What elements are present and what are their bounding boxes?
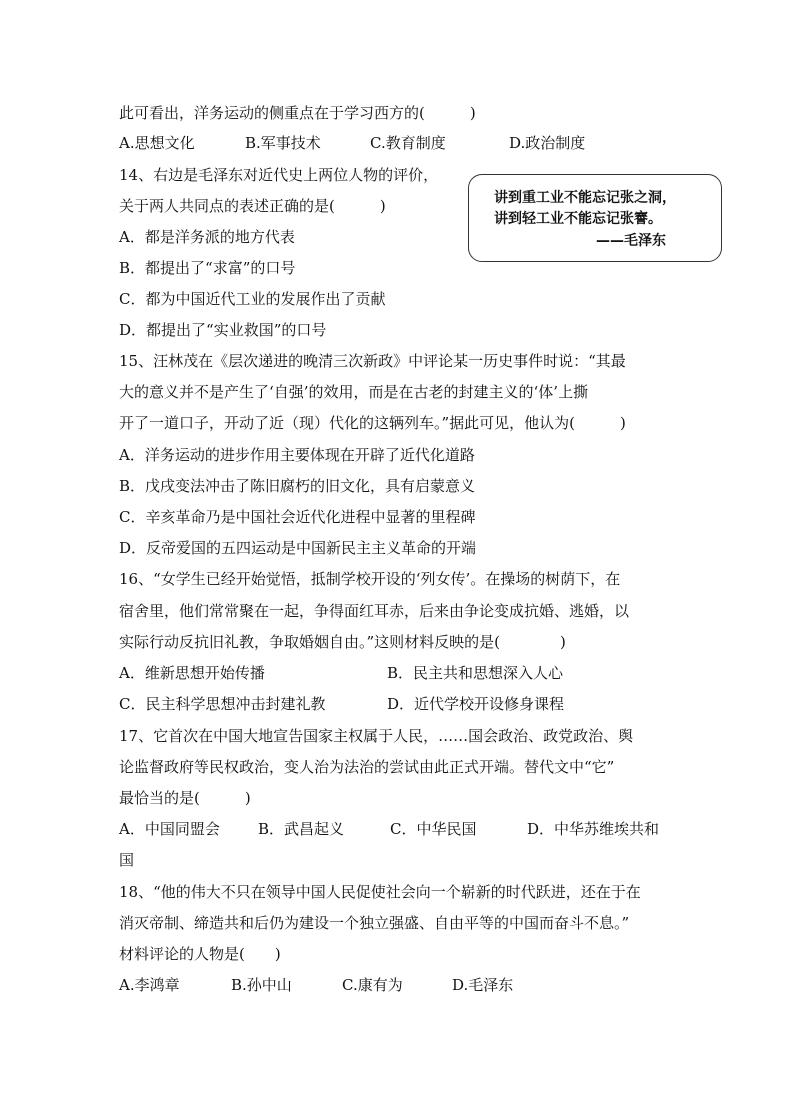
quote-author: ——毛泽东: [596, 233, 666, 249]
q18-stem-line-3: 材料评论的人物是( ): [119, 945, 281, 963]
q16-option-a: A．维新思想开始传播: [119, 664, 265, 682]
q17-stem-line-1: 17、它首次在中国大地宣告国家主权属于人民，……国会政治、政党政治、舆: [119, 727, 634, 745]
q15-option-b: B．戊戌变法冲击了陈旧腐朽的旧文化，具有启蒙意义: [119, 477, 476, 495]
q14-option-d: D．都提出了“实业救国”的口号: [119, 321, 327, 339]
q14-stem-line-2: 关于两人共同点的表述正确的是( ): [119, 197, 386, 215]
quote-line-2: 讲到轻工业不能忘记张謇。: [494, 211, 662, 227]
q18-option-d: D.毛泽东: [452, 976, 514, 994]
q17-stem-line-3: 最恰当的是( ): [119, 789, 251, 807]
q17-option-b: B．武昌起义: [258, 820, 345, 838]
q13-stem: 此可看出，洋务运动的侧重点在于学习西方的( ): [119, 104, 476, 122]
q16-option-b: B．民主共和思想深入人心: [387, 664, 564, 682]
q17-option-d: D．中华苏维埃共和: [527, 820, 660, 838]
q17-option-a: A．中国同盟会: [119, 820, 220, 838]
quote-line-1: 讲到重工业不能忘记张之洞，: [494, 190, 676, 206]
q14-option-c: C．都为中国近代工业的发展作出了贡献: [119, 290, 386, 308]
q17-option-d-wrap: 国: [119, 851, 135, 869]
q13-option-d: D.政治制度: [509, 134, 586, 152]
q13-option-b: B.军事技术: [245, 134, 321, 152]
q16-stem-line-2: 宿舍里，他们常常聚在一起，争得面红耳赤，后来由争论变成抗婚、逃婚，以: [119, 602, 630, 620]
q16-option-c: C．民主科学思想冲击封建礼教: [119, 695, 326, 713]
q16-stem-line-3: 实际行动反抗旧礼教，争取婚姻自由。”这则材料反映的是( ): [119, 633, 566, 651]
q15-stem-line-3: 开了一道口子，开动了近（现）代化的这辆列车。”据此可见，他认为( ): [119, 414, 626, 432]
quote-box: [468, 174, 722, 262]
q18-option-a: A.李鸿章: [119, 976, 180, 994]
q15-option-c: C．辛亥革命乃是中国社会近代化进程中显著的里程碑: [119, 508, 476, 526]
q15-stem-line-1: 15、汪林茂在《层次递进的晚清三次新政》中评论某一历史事件时说：“其最: [119, 352, 626, 370]
q18-stem-line-1: 18、“他的伟大不只在领导中国人民促使社会向一个崭新的时代跃进，还在于在: [119, 883, 641, 901]
q14-stem-line-1: 14、右边是毛泽东对近代史上两位人物的评价，: [119, 166, 439, 184]
q15-option-a: A．洋务运动的进步作用主要体现在开辟了近代化道路: [119, 446, 475, 464]
q17-stem-line-2: 论监督政府等民权政治，变人治为法治的尝试由此正式开端。替代文中“它”: [119, 758, 615, 776]
q13-option-c: C.教育制度: [370, 134, 446, 152]
q14-option-a: A．都是洋务派的地方代表: [119, 228, 295, 246]
q18-option-b: B.孙中山: [231, 976, 292, 994]
q15-option-d: D．反帝爱国的五四运动是中国新民主主义革命的开端: [119, 539, 477, 557]
q18-option-c: C.康有为: [342, 976, 403, 994]
q18-stem-line-2: 消灭帝制、缔造共和后仍为建设一个独立强盛、自由平等的中国而奋斗不息。”: [119, 914, 630, 932]
q14-option-b: B．都提出了“求富”的口号: [119, 259, 296, 277]
q15-stem-line-2: 大的意义并不是产生了‘自强’的效用，而是在古老的封建主义的‘体’上撕: [119, 383, 589, 401]
q13-option-a: A.思想文化: [119, 134, 195, 152]
q16-stem-line-1: 16、“女学生已经开始觉悟，抵制学校开设的‘列女传’。在操场的树荫下，在: [119, 570, 621, 588]
q17-option-c: C．中华民国: [390, 820, 477, 838]
q16-option-d: D．近代学校开设修身课程: [387, 695, 565, 713]
